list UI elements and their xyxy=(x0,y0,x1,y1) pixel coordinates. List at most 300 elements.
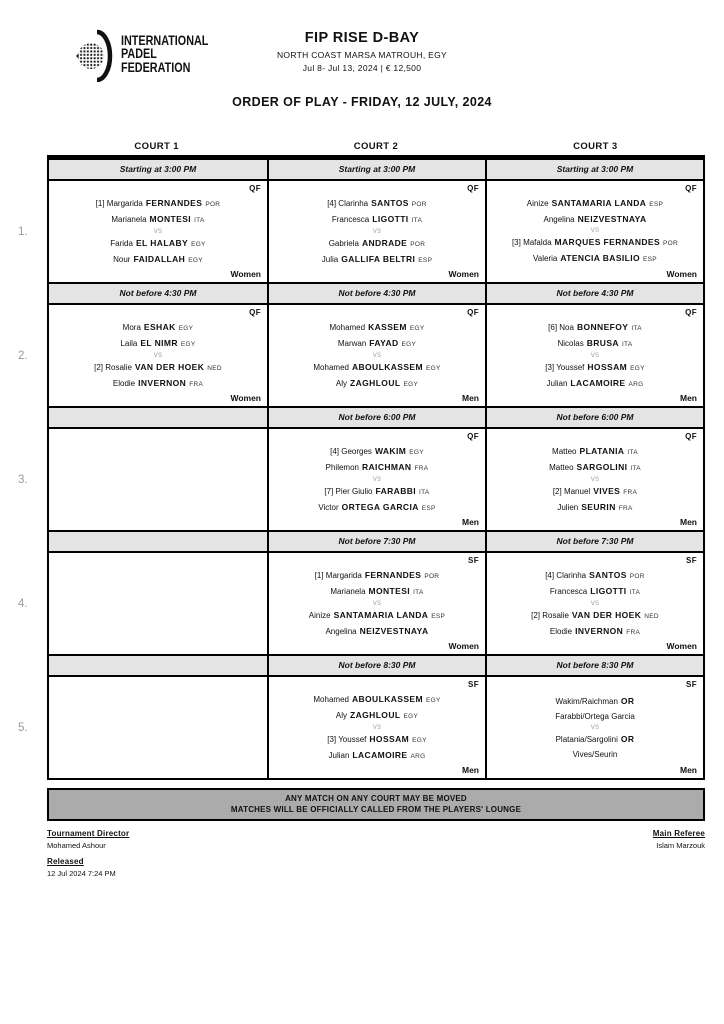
teams xyxy=(318,444,435,516)
player-first-name: Elodie xyxy=(549,626,573,636)
category-label: Women xyxy=(666,269,697,279)
player-country: FRA xyxy=(189,380,204,388)
player-last-name: EL HALABY xyxy=(135,237,189,248)
player-country: ESP xyxy=(421,504,436,512)
time-band-cell xyxy=(267,160,485,179)
player-first-name: Aly xyxy=(335,710,348,720)
empty-match-cell xyxy=(49,429,267,530)
row-number: 3. xyxy=(18,473,28,486)
player-last-name: BRUSA xyxy=(586,337,619,348)
player-line xyxy=(94,336,222,352)
teams xyxy=(512,196,678,267)
player-last-name: LACAMOIRE xyxy=(352,749,408,760)
event-location: NORTH COAST MARSA MATROUH, EGY xyxy=(276,50,448,60)
player-country: ITA xyxy=(411,216,423,224)
teams xyxy=(313,692,440,764)
player-line xyxy=(555,694,635,709)
player-line xyxy=(545,360,645,376)
tournament-director-label: Tournament Director xyxy=(47,829,130,838)
vs-label: VS xyxy=(590,352,600,359)
match-cell xyxy=(485,677,703,778)
time-band-label: Starting at 3:00 PM xyxy=(338,164,416,174)
player-first-name: Julian xyxy=(328,750,350,760)
player-last-name: MARQUES FERNANDES xyxy=(554,237,661,247)
category-label: Women xyxy=(666,641,697,651)
player-last-name: NEIZVESTNAYA xyxy=(577,214,647,224)
player-last-name: MONTESI xyxy=(149,213,192,224)
main-referee-name: Islam Marzouk xyxy=(656,841,705,850)
player-first-name: [1] Margarida xyxy=(314,571,362,580)
match-cell xyxy=(49,181,267,282)
time-band-row xyxy=(49,532,703,553)
player-last-name: BONNEFOY xyxy=(576,321,629,332)
player-first-name: Laila xyxy=(120,338,138,348)
player-country: ITA xyxy=(631,324,642,332)
player-country: POR xyxy=(424,573,440,580)
round-label: SF xyxy=(685,680,697,689)
player-line xyxy=(322,196,432,212)
vs-label: VS xyxy=(372,601,382,607)
player-line xyxy=(531,624,659,640)
court-header-3: COURT 3 xyxy=(573,141,618,152)
time-band-cell xyxy=(485,656,703,675)
row-number: 5. xyxy=(18,721,28,734)
player-line xyxy=(555,747,635,762)
player-first-name: Ainize xyxy=(308,611,331,620)
player-line xyxy=(313,732,440,748)
player-line xyxy=(531,584,659,600)
player-first-name: [4] Georges xyxy=(330,446,372,456)
player-last-name: WAKIM xyxy=(374,445,407,456)
vs-label: VS xyxy=(590,600,600,607)
player-line xyxy=(94,376,222,392)
player-first-name: Angelina xyxy=(325,627,357,636)
player-country: ITA xyxy=(194,216,205,224)
player-first-name: Nour xyxy=(113,254,131,264)
logo-line: PADEL xyxy=(121,46,157,62)
player-line xyxy=(322,212,432,228)
vs-label: VS xyxy=(153,352,163,359)
player-line xyxy=(309,584,445,600)
round-label: QF xyxy=(249,308,261,317)
match-row xyxy=(18,305,703,408)
player-last-name: LIGOTTI xyxy=(590,585,627,596)
player-country: ARG xyxy=(628,380,644,388)
player-last-name: INVERNON xyxy=(138,377,187,388)
player-first-name: Matteo xyxy=(549,462,574,472)
player-country: ITA xyxy=(419,488,430,496)
player-last-name: VIVES xyxy=(593,485,621,496)
match-cell xyxy=(485,429,703,530)
player-country: NED xyxy=(207,364,222,372)
time-band-label: Starting at 3:00 PM xyxy=(556,164,634,174)
player-country: EGY xyxy=(191,240,206,248)
player-country: EGY xyxy=(401,340,417,348)
match-cell xyxy=(485,553,703,654)
footer-right xyxy=(653,829,705,857)
player-country: POR xyxy=(411,200,427,208)
released-datetime: 12 Jul 2024 7:24 PM xyxy=(47,869,116,878)
player-country: FRA xyxy=(414,464,429,472)
round-label: QF xyxy=(467,308,479,317)
player-first-name: [6] Noa xyxy=(548,322,574,332)
player-line xyxy=(96,196,221,212)
player-last-name: HOSSAM xyxy=(587,361,628,372)
match-row xyxy=(18,677,703,778)
time-band-label: Not before 8:30 PM xyxy=(556,660,634,670)
player-last-name: LACAMOIRE xyxy=(570,377,626,388)
time-band-cell xyxy=(49,656,267,675)
player-first-name: Vives/Seurin xyxy=(572,749,618,759)
player-line xyxy=(96,252,221,268)
main-referee-label: Main Referee xyxy=(652,829,705,838)
round-label: SF xyxy=(467,556,479,565)
player-first-name: Marianela xyxy=(111,214,147,224)
player-line xyxy=(313,376,440,392)
player-last-name: EL NIMR xyxy=(140,337,178,348)
footer xyxy=(47,829,705,885)
footer-left xyxy=(47,829,129,885)
time-band-label: Not before 4:30 PM xyxy=(338,288,416,298)
player-line xyxy=(549,484,641,500)
empty-match-cell xyxy=(49,677,267,778)
teams xyxy=(531,568,659,640)
player-line xyxy=(313,708,440,724)
round-label: QF xyxy=(467,432,479,441)
teams xyxy=(322,196,432,268)
time-band-cell xyxy=(49,284,267,303)
time-band-cell xyxy=(267,284,485,303)
time-band-label: Not before 4:30 PM xyxy=(556,288,634,298)
player-last-name: ORTEGA GARCIA xyxy=(341,501,419,512)
player-country: ESP xyxy=(431,613,446,620)
player-last-name: ABOULKASSEM xyxy=(351,361,423,372)
player-last-name: LIGOTTI xyxy=(372,213,409,224)
player-country: EGY xyxy=(403,380,419,388)
player-first-name: Platania/Sargolini xyxy=(555,734,618,744)
player-last-name: PLATANIA xyxy=(579,445,625,456)
player-country: EGY xyxy=(425,696,441,704)
player-last-name: HOSSAM xyxy=(369,733,410,744)
teams xyxy=(309,568,445,639)
vs-label: VS xyxy=(590,228,600,234)
teams xyxy=(94,320,222,392)
teams xyxy=(313,320,440,392)
player-line xyxy=(94,360,222,376)
player-last-name: ANDRADE xyxy=(361,237,408,248)
player-last-name: VAN DER HOEK xyxy=(571,609,642,620)
category-label: Men xyxy=(680,393,697,403)
player-country: EGY xyxy=(412,736,427,744)
match-cell xyxy=(267,677,485,778)
player-line xyxy=(545,320,645,336)
category-label: Women xyxy=(448,269,479,279)
player-last-name: OR xyxy=(620,733,635,744)
vs-label: VS xyxy=(372,352,382,359)
notice-line-2: MATCHES WILL BE OFFICIALLY CALLED FROM THE PLAYERS' LOUNGE xyxy=(230,805,522,814)
player-last-name: RAICHMAN xyxy=(361,461,412,472)
player-line xyxy=(549,444,641,460)
round-label: QF xyxy=(467,184,479,193)
player-first-name: Julien xyxy=(557,502,579,512)
player-last-name: FERNANDES xyxy=(364,570,422,580)
teams xyxy=(555,694,635,762)
player-line xyxy=(313,320,440,336)
player-country: ESP xyxy=(649,201,664,208)
player-last-name: FAIDALLAH xyxy=(133,253,186,264)
player-country: ITA xyxy=(630,464,641,472)
vs-label: VS xyxy=(372,724,382,731)
player-line xyxy=(318,500,435,516)
player-line xyxy=(94,320,222,336)
row-number: 1. xyxy=(18,225,28,238)
round-label: SF xyxy=(685,556,697,565)
player-country: FRA xyxy=(626,628,641,636)
player-first-name: Victor xyxy=(318,502,339,512)
player-first-name: Mora xyxy=(122,322,141,332)
player-first-name: Marianela xyxy=(330,587,366,596)
player-first-name: Wakim/Raichman xyxy=(555,696,618,706)
player-line xyxy=(313,748,440,764)
category-label: Men xyxy=(680,517,697,527)
player-first-name: Mohamed xyxy=(313,362,349,372)
player-country: EGY xyxy=(178,324,194,332)
round-label: QF xyxy=(249,184,261,193)
player-line xyxy=(512,196,678,212)
player-first-name: Ainize xyxy=(526,199,549,208)
notice-line-1: ANY MATCH ON ANY COURT MAY BE MOVED xyxy=(285,794,467,803)
time-band-cell xyxy=(267,656,485,675)
court-header-1: COURT 1 xyxy=(134,141,179,152)
logo-line: FEDERATION xyxy=(121,59,191,75)
time-band-row xyxy=(49,408,703,429)
player-country: ITA xyxy=(621,340,633,348)
time-band-cell xyxy=(49,160,267,179)
player-line xyxy=(549,460,641,476)
player-line xyxy=(309,568,445,584)
player-last-name: ABOULKASSEM xyxy=(351,693,423,704)
player-country: EGY xyxy=(188,256,203,264)
round-label: QF xyxy=(685,184,697,193)
vs-label: VS xyxy=(590,476,600,483)
round-label: QF xyxy=(685,308,697,317)
player-last-name: INVERNON xyxy=(575,625,624,636)
player-line xyxy=(531,608,659,624)
player-country: EGY xyxy=(425,364,441,372)
category-label: Men xyxy=(462,393,479,403)
round-label: SF xyxy=(467,680,479,689)
player-country: EGY xyxy=(409,324,425,332)
player-last-name: OR xyxy=(620,695,635,706)
match-row xyxy=(18,553,703,656)
player-line xyxy=(545,376,645,392)
player-first-name: [4] Clarinha xyxy=(545,570,587,580)
category-label: Women xyxy=(448,641,479,651)
player-last-name: GALLIFA BELTRI xyxy=(341,253,416,264)
player-line xyxy=(313,692,440,708)
match-row xyxy=(18,429,703,532)
player-first-name: [3] Mafalda xyxy=(511,238,552,247)
category-label: Women xyxy=(230,269,261,279)
time-band-cell xyxy=(49,408,267,427)
time-band-cell xyxy=(485,160,703,179)
player-first-name: [4] Clarinha xyxy=(327,198,369,208)
player-line xyxy=(318,460,435,476)
player-last-name: SEURIN xyxy=(581,501,616,512)
player-last-name: SANTOS xyxy=(589,569,627,580)
time-band-cell xyxy=(485,532,703,551)
time-band-label: Not before 6:00 PM xyxy=(338,412,416,422)
player-last-name: ATENCIA BASILIO xyxy=(560,253,641,263)
player-first-name: Farabbi/Ortega Garcia xyxy=(555,711,635,721)
player-last-name: FARABBI xyxy=(375,485,417,496)
player-country: ESP xyxy=(643,256,657,263)
player-line xyxy=(549,500,641,516)
player-last-name: ZAGHLOUL xyxy=(350,377,401,388)
player-first-name: Francesca xyxy=(549,586,588,596)
player-first-name: Julian xyxy=(546,378,568,388)
player-last-name: SANTAMARIA LANDA xyxy=(551,198,647,208)
player-last-name: SARGOLINI xyxy=(576,461,628,472)
player-country: ESP xyxy=(418,256,433,264)
vs-label: VS xyxy=(590,724,600,731)
time-band-cell xyxy=(485,284,703,303)
player-line xyxy=(313,360,440,376)
player-first-name: Angelina xyxy=(543,215,575,224)
player-line xyxy=(96,236,221,252)
row-number: 4. xyxy=(18,597,28,610)
player-first-name: [2] Rosalie xyxy=(94,362,132,372)
category-label: Men xyxy=(462,517,479,527)
match-cell xyxy=(267,553,485,654)
event-title: FIP RISE D-BAY xyxy=(304,30,420,46)
schedule xyxy=(18,138,705,885)
player-country: ITA xyxy=(627,448,638,456)
player-line xyxy=(96,212,221,228)
time-band-cell xyxy=(267,408,485,427)
player-first-name: Farida xyxy=(110,238,133,248)
player-first-name: Nicolas xyxy=(557,338,584,348)
player-first-name: [2] Manuel xyxy=(552,486,591,496)
time-band-cell xyxy=(485,408,703,427)
player-last-name: VAN DER HOEK xyxy=(134,361,205,372)
teams xyxy=(545,320,645,392)
player-first-name: Philemon xyxy=(325,462,359,472)
time-band-cell xyxy=(267,532,485,551)
time-band-row xyxy=(49,656,703,677)
tournament-director-name: Mohamed Ashour xyxy=(47,841,106,850)
category-label: Men xyxy=(680,765,697,775)
player-line xyxy=(555,709,635,724)
player-line xyxy=(309,624,445,639)
player-line xyxy=(322,236,432,252)
player-first-name: Julia xyxy=(321,254,339,264)
player-last-name: ZAGHLOUL xyxy=(350,709,401,720)
order-of-play-title: ORDER OF PLAY - FRIDAY, 12 JULY, 2024 xyxy=(232,95,492,109)
player-first-name: [7] Pier Giulio xyxy=(324,486,373,496)
time-band-label: Not before 4:30 PM xyxy=(119,288,197,298)
player-country: EGY xyxy=(409,448,424,456)
player-country: FRA xyxy=(618,504,633,512)
vs-label: VS xyxy=(153,228,163,235)
match-cell xyxy=(267,305,485,406)
category-label: Men xyxy=(462,765,479,775)
row-number: 2. xyxy=(18,349,28,362)
time-band-cell xyxy=(49,532,267,551)
player-first-name: Valeria xyxy=(533,254,558,263)
match-row xyxy=(18,181,703,284)
player-first-name: Elodie xyxy=(112,378,136,388)
time-band-label: Not before 7:30 PM xyxy=(338,536,416,546)
player-first-name: Gabriela xyxy=(328,238,359,248)
player-country: NED xyxy=(644,612,659,620)
teams xyxy=(96,196,221,268)
time-band-label: Not before 7:30 PM xyxy=(556,536,634,546)
match-cell xyxy=(267,181,485,282)
time-band-row xyxy=(49,284,703,305)
player-country: POR xyxy=(410,240,426,248)
player-line xyxy=(309,608,445,624)
player-first-name: Aly xyxy=(335,378,348,388)
player-line xyxy=(318,444,435,460)
player-first-name: Mohamed xyxy=(313,694,349,704)
player-line xyxy=(512,235,678,251)
time-band-label: Starting at 3:00 PM xyxy=(119,164,197,174)
player-last-name: FAYAD xyxy=(369,337,399,348)
match-cell xyxy=(267,429,485,530)
player-country: ARG xyxy=(410,752,426,760)
player-line xyxy=(322,252,432,268)
court-header-2: COURT 2 xyxy=(353,141,399,152)
player-last-name: ESHAK xyxy=(143,321,176,332)
player-line xyxy=(545,336,645,352)
player-last-name: FERNANDES xyxy=(145,197,203,208)
player-country: POR xyxy=(629,572,645,580)
vs-label: VS xyxy=(372,476,382,483)
player-last-name: KASSEM xyxy=(368,321,407,332)
round-label: QF xyxy=(685,432,697,441)
player-country: FRA xyxy=(623,488,638,496)
player-country: EGY xyxy=(403,712,419,720)
player-last-name: SANTOS xyxy=(371,197,409,208)
player-line xyxy=(555,732,635,747)
player-first-name: Marwan xyxy=(337,338,367,348)
player-last-name: MONTESI xyxy=(368,586,411,596)
teams xyxy=(549,444,641,516)
time-band-row xyxy=(49,160,703,181)
vs-label: VS xyxy=(372,228,382,235)
event-header xyxy=(0,30,724,73)
player-first-name: Mohamed xyxy=(329,322,366,332)
player-line xyxy=(512,212,678,227)
player-country: ITA xyxy=(629,588,641,596)
empty-match-cell xyxy=(49,553,267,654)
order-of-play-grid xyxy=(18,155,705,780)
court-headers xyxy=(47,138,705,155)
player-first-name: [3] Youssef xyxy=(327,734,367,744)
logo-line: INTERNATIONAL xyxy=(121,33,209,49)
player-last-name: NEIZVESTNAYA xyxy=(359,626,429,636)
player-country: EGY xyxy=(630,364,645,372)
player-line xyxy=(531,568,659,584)
player-first-name: Francesca xyxy=(331,214,370,224)
player-line xyxy=(313,336,440,352)
released-label: Released xyxy=(47,857,84,866)
match-cell xyxy=(485,305,703,406)
player-first-name: [2] Rosalie xyxy=(531,610,569,620)
match-cell xyxy=(49,305,267,406)
player-first-name: [1] Margarida xyxy=(95,198,143,208)
